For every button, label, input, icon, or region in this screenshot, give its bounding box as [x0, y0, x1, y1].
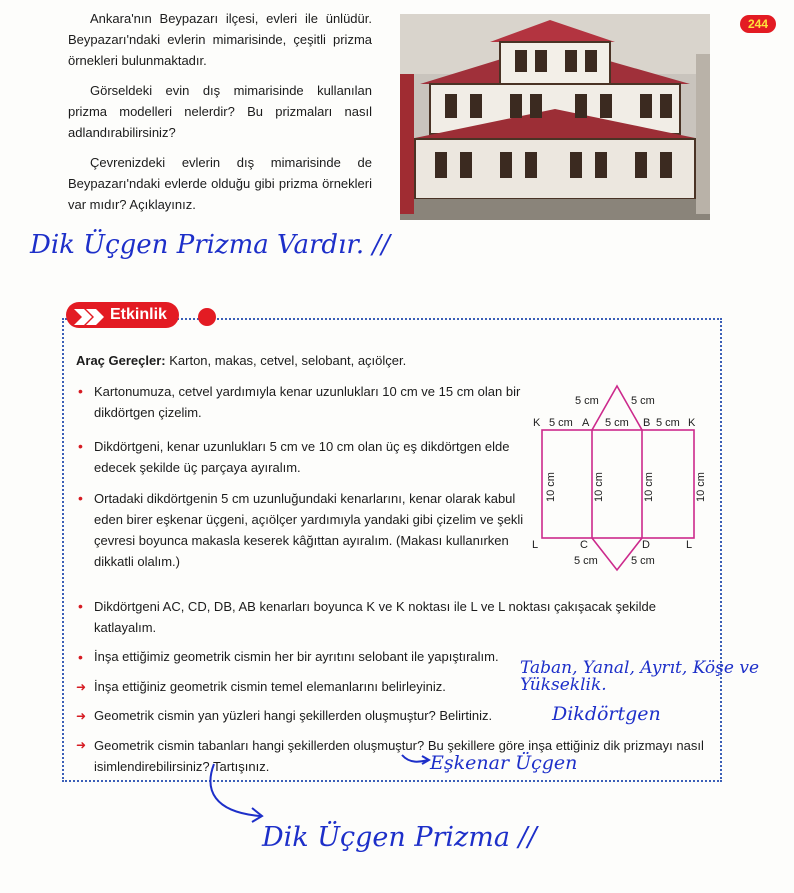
diagram-label-c: C — [580, 539, 588, 551]
diagram-top-left: 5 cm — [575, 395, 599, 407]
handwritten-answer-1: Dik Üçgen Prizma Vardır. // — [30, 230, 390, 260]
diagram-label-b: B — [643, 417, 651, 429]
materials-label: Araç Gereçler: — [76, 353, 166, 368]
step-4: • Dikdörtgeni AC, CD, DB, AB kenarları boyunca K ve K noktası ile L ve L noktası çakışacak şekilde katlayalım. — [94, 596, 714, 638]
diagram-label-l2: L — [686, 539, 693, 551]
step-2: • Dikdörtgeni, kenar uzunlukları 5 cm ve 10 cm olan üç eş dikdörtgen elde edecek şekilde üç parçaya ayıralım. — [94, 436, 524, 478]
intro-paragraph-2: Görseldeki evin dış mimarisinde kullanılan prizma modelleri nelerdir? Bu prizmaları nasıl adlandırabilirsiniz? — [68, 83, 372, 140]
title-dot-icon — [198, 308, 216, 326]
diagram-seg-2: 5 cm — [605, 417, 629, 429]
diagram-bottom-right: 5 cm — [631, 555, 655, 567]
handwritten-answer-4: Eşkenar Üçgen — [430, 752, 578, 774]
diagram-label-d: D — [642, 539, 650, 551]
diagram-height-4: 10 cm — [695, 472, 707, 502]
diagram-height-1: 10 cm — [545, 472, 557, 502]
step-5: • İnşa ettiğimiz geometrik cismin her bir ayrıtını selobant ile yapıştıralım. — [94, 648, 714, 666]
diagram-label-a: A — [582, 417, 590, 429]
prism-net-diagram — [528, 382, 714, 572]
handwritten-answer-2: Taban, Yanal, Ayrıt, Köşe ve Yükseklik. — [520, 658, 760, 695]
question-2: ➜ Geometrik cismin yan yüzleri hangi şekillerden oluşmuştur? Belirtiniz. — [94, 707, 544, 725]
step-1: • Kartonumuza, cetvel yardımıyla kenar uzunlukları 10 cm ve 15 cm olan bir dikdörtgen çizelim. — [94, 381, 524, 423]
materials-line — [76, 352, 696, 370]
diagram-label-l1: L — [532, 539, 539, 551]
page-number-badge: 244 — [740, 15, 776, 33]
diagram-bottom-left: 5 cm — [574, 555, 598, 567]
intro-paragraph-1: Ankara'nın Beypazarı ilçesi, evleri ile ünlüdür. Beypazarı'ndaki evlerin mimarisinde, çeşitli prizma örnekleri bulunmaktadır. — [68, 11, 372, 68]
diagram-height-2: 10 cm — [593, 472, 605, 502]
diagram-top-right: 5 cm — [631, 395, 655, 407]
handwritten-answer-3: Dikdörtgen — [552, 703, 661, 725]
materials-text: Karton, makas, cetvel, selobant, açıölçer. — [165, 353, 407, 368]
handwritten-answer-5: Dik Üçgen Prizma // — [262, 822, 537, 853]
intro-paragraph-3: Çevrenizdeki evlerin dış mimarisinde de Beypazarı'ndaki evlerde olduğu gibi prizma örnekleri var mıdır? Açıklayınız. — [68, 155, 372, 212]
diagram-height-3: 10 cm — [643, 472, 655, 502]
beypazari-house-photo — [400, 14, 710, 220]
question-1: ➜ İnşa ettiğiniz geometrik cismin temel elemanlarını belirleyiniz. — [94, 678, 514, 696]
question-3: ➜ Geometrik cismin tabanları hangi şekillerden oluşmuştur? Bu şekillere göre inşa ettiğiniz dik prizmayı nasıl isimlendirebilirsiniz? Tartışınız. — [94, 735, 714, 777]
intro-text — [68, 8, 372, 224]
activity-title-tag — [66, 302, 179, 328]
double-chevron-icon — [74, 309, 106, 325]
handwritten-arrow-icon — [200, 760, 280, 830]
handwritten-arrow-icon-2 — [400, 752, 432, 768]
step-3: • Ortadaki dikdörtgenin 5 cm uzunluğundaki kenarlarını, kenar olarak kabul eden birer eşkenar üçgeni, açıölçer yardımıyla yandaki gibi çizelim ve şekli çevresi boyunca makasla keserek kâğıttan ayıralım. (Makası kullanırken dikkatli olalım.) — [94, 488, 524, 572]
diagram-seg-1: 5 cm — [549, 417, 573, 429]
activity-title: Etkinlik — [110, 306, 167, 323]
diagram-seg-3: 5 cm — [656, 417, 680, 429]
diagram-label-k2: K — [688, 417, 696, 429]
diagram-label-k1: K — [533, 417, 541, 429]
